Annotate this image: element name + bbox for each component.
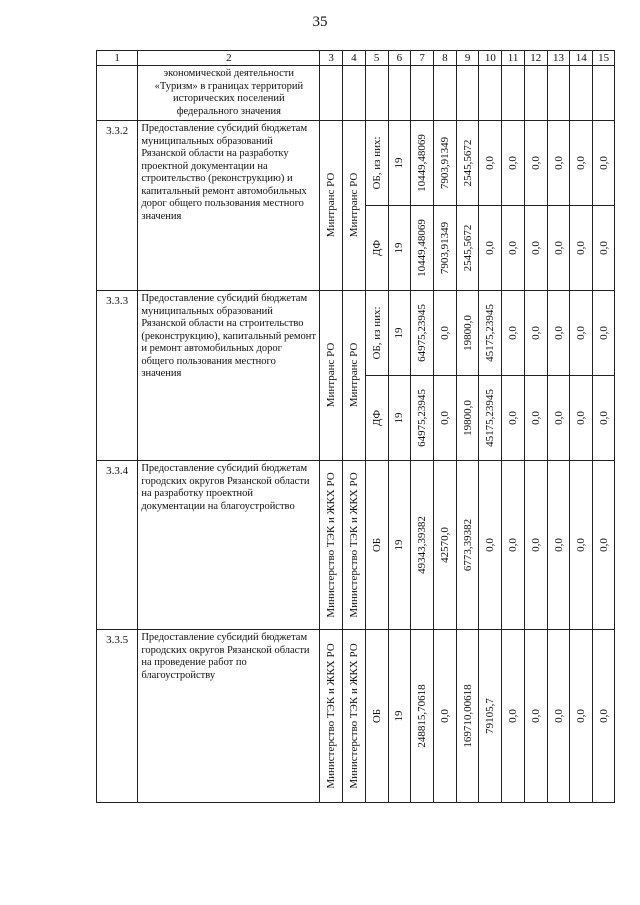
cell-c10 xyxy=(479,206,502,291)
cell-c13 xyxy=(547,461,570,630)
cell-c14-text: 0,0 xyxy=(575,241,588,255)
header-col-6: 6 xyxy=(388,51,411,66)
cell-c11-text: 0,0 xyxy=(507,538,520,552)
cell-c8 xyxy=(433,121,456,206)
header-col-8: 8 xyxy=(433,51,456,66)
cell-c10 xyxy=(479,376,502,461)
continuation-cell xyxy=(593,66,615,121)
table-row xyxy=(97,461,615,630)
header-col-5: 5 xyxy=(365,51,388,66)
cell-c15 xyxy=(593,630,615,803)
cell-c8-text: 7903,91349 xyxy=(438,221,451,275)
row-description: Предоставление субсидий бюджетам городских округов Рязанской области на разработку проектной документации на благоустройство xyxy=(138,461,320,630)
cell-c11-text: 0,0 xyxy=(507,241,520,255)
continuation-cell xyxy=(343,66,366,121)
cell-c13-text: 0,0 xyxy=(552,156,565,170)
cell-c10 xyxy=(479,461,502,630)
cell-c14 xyxy=(570,376,593,461)
continuation-cell xyxy=(524,66,547,121)
cell-c12-text: 0,0 xyxy=(529,241,542,255)
row-description: Предоставление субсидий бюджетам муниципальных образований Рязанской области на разработку проектной документации на строительство (реконструкцию) и капитальный ремонт автомобильных дорог общего пользования местного значения xyxy=(138,121,320,291)
header-col-7: 7 xyxy=(411,51,434,66)
row-number: 3.3.3 xyxy=(97,291,138,461)
cell-c9 xyxy=(456,376,479,461)
cell-c12 xyxy=(524,291,547,376)
cell-c5 xyxy=(365,376,388,461)
continuation-cell xyxy=(411,66,434,121)
cell-c14-text: 0,0 xyxy=(575,538,588,552)
cell-c9-text: 2545,5672 xyxy=(461,224,474,272)
cell-c13 xyxy=(547,376,570,461)
cell-c9-text: 19800,0 xyxy=(461,400,474,436)
cell-c14 xyxy=(570,291,593,376)
header-col-12: 12 xyxy=(524,51,547,66)
cell-c15 xyxy=(593,291,615,376)
cell-c9-text: 6773,39382 xyxy=(461,518,474,572)
cell-c6 xyxy=(388,630,411,803)
executor-col3-text: Минтранс РО xyxy=(325,342,338,408)
header-col-15: 15 xyxy=(593,51,615,66)
cell-c8 xyxy=(433,206,456,291)
cell-c8-text: 0,0 xyxy=(438,709,451,723)
cell-c6-text: 19 xyxy=(393,327,406,339)
cell-c5-text: ОБ xyxy=(370,537,383,553)
header-col-11: 11 xyxy=(502,51,525,66)
cell-c7-text: 49343,39382 xyxy=(416,516,429,574)
cell-c8 xyxy=(433,376,456,461)
continuation-cell xyxy=(433,66,456,121)
header-col-4: 4 xyxy=(343,51,366,66)
cell-c9 xyxy=(456,121,479,206)
cell-c5 xyxy=(365,206,388,291)
cell-c14 xyxy=(570,630,593,803)
cell-c7 xyxy=(411,121,434,206)
header-col-9: 9 xyxy=(456,51,479,66)
cell-c7 xyxy=(411,206,434,291)
header-col-2: 2 xyxy=(138,51,320,66)
executor-col3 xyxy=(320,461,343,630)
cell-c11 xyxy=(502,376,525,461)
cell-c9 xyxy=(456,461,479,630)
cell-c15-text: 0,0 xyxy=(597,411,610,425)
cell-c7-text: 64975,23945 xyxy=(416,389,429,447)
cell-c6-text: 19 xyxy=(393,539,406,551)
cell-c7 xyxy=(411,630,434,803)
executor-col4 xyxy=(343,291,366,461)
cell-c6-text: 19 xyxy=(393,157,406,169)
continuation-cell xyxy=(320,66,343,121)
header-col-1: 1 xyxy=(97,51,138,66)
cell-c7-text: 64975,23945 xyxy=(416,304,429,362)
executor-col3-text: Министерство ТЭК и ЖКХ РО xyxy=(325,643,338,789)
executor-col4-text: Минтранс РО xyxy=(347,172,360,238)
continuation-cell xyxy=(388,66,411,121)
row-description: Предоставление субсидий бюджетам городских округов Рязанской области на проведение работ по благоустройству xyxy=(138,630,320,803)
cell-c7 xyxy=(411,291,434,376)
cell-c15-text: 0,0 xyxy=(597,241,610,255)
cell-c13-text: 0,0 xyxy=(552,326,565,340)
cell-c11 xyxy=(502,206,525,291)
executor-col4-text: Министерство ТЭК и ЖКХ РО xyxy=(347,643,360,789)
cell-c13 xyxy=(547,206,570,291)
table-row xyxy=(97,121,615,206)
cell-c10-text: 79105,7 xyxy=(484,698,497,734)
row-description: Предоставление субсидий бюджетам муниципальных образований Рязанской области на строительство (реконструкцию), капитальный ремонт и ремонт автомобильных дорог общего пользования местного значения xyxy=(138,291,320,461)
cell-c15 xyxy=(593,376,615,461)
cell-c8-text: 42570,0 xyxy=(438,527,451,563)
cell-c14-text: 0,0 xyxy=(575,411,588,425)
cell-c10 xyxy=(479,630,502,803)
executor-col4 xyxy=(343,461,366,630)
header-row xyxy=(97,51,615,66)
row-number: 3.3.4 xyxy=(97,461,138,630)
cell-c13-text: 0,0 xyxy=(552,241,565,255)
cell-c6-text: 19 xyxy=(393,242,406,254)
continuation-cell xyxy=(479,66,502,121)
continuation-cell xyxy=(456,66,479,121)
cell-c5-text: ОБ, из них: xyxy=(370,136,383,190)
cell-c11 xyxy=(502,630,525,803)
cell-c14-text: 0,0 xyxy=(575,326,588,340)
cell-c13 xyxy=(547,121,570,206)
cell-c5 xyxy=(365,630,388,803)
cell-c7-text: 10449,48069 xyxy=(416,219,429,277)
cell-c13 xyxy=(547,291,570,376)
cell-c5-text: ОБ, из них: xyxy=(370,306,383,360)
cell-c10-text: 45175,23945 xyxy=(484,389,497,447)
cell-c9 xyxy=(456,206,479,291)
cell-c11-text: 0,0 xyxy=(507,326,520,340)
cell-c6 xyxy=(388,376,411,461)
executor-col4 xyxy=(343,630,366,803)
cell-c9 xyxy=(456,630,479,803)
table-row xyxy=(97,630,615,803)
cell-c12 xyxy=(524,461,547,630)
cell-c12-text: 0,0 xyxy=(529,411,542,425)
cell-c13-text: 0,0 xyxy=(552,538,565,552)
cell-c11 xyxy=(502,461,525,630)
continuation-cell xyxy=(547,66,570,121)
continuation-row xyxy=(97,66,615,121)
cell-c7 xyxy=(411,461,434,630)
continuation-cell xyxy=(502,66,525,121)
cell-c10 xyxy=(479,121,502,206)
cell-c5-text: ОБ xyxy=(370,708,383,724)
cell-c14 xyxy=(570,206,593,291)
cell-c12 xyxy=(524,206,547,291)
cell-c8-text: 0,0 xyxy=(438,326,451,340)
continuation-cell xyxy=(365,66,388,121)
cell-c15 xyxy=(593,121,615,206)
cell-c7-text: 10449,48069 xyxy=(416,134,429,192)
cell-c9-text: 19800,0 xyxy=(461,315,474,351)
cell-c14-text: 0,0 xyxy=(575,156,588,170)
executor-col3 xyxy=(320,121,343,291)
cell-c14-text: 0,0 xyxy=(575,709,588,723)
cell-c13-text: 0,0 xyxy=(552,709,565,723)
cell-c10-text: 45175,23945 xyxy=(484,304,497,362)
row-number: 3.3.5 xyxy=(97,630,138,803)
cell-c8-text: 0,0 xyxy=(438,411,451,425)
continuation-num xyxy=(97,66,138,121)
cell-c6-text: 19 xyxy=(393,412,406,424)
cell-c6-text: 19 xyxy=(393,710,406,722)
cell-c15-text: 0,0 xyxy=(597,326,610,340)
cell-c6 xyxy=(388,461,411,630)
cell-c8 xyxy=(433,461,456,630)
cell-c13-text: 0,0 xyxy=(552,411,565,425)
cell-c11 xyxy=(502,291,525,376)
cell-c14 xyxy=(570,121,593,206)
cell-c13 xyxy=(547,630,570,803)
cell-c5-text: ДФ xyxy=(370,239,383,257)
cell-c9-text: 169710,00618 xyxy=(461,684,474,748)
cell-c8 xyxy=(433,291,456,376)
cell-c7-text: 248815,70618 xyxy=(416,684,429,748)
executor-col3-text: Минтранс РО xyxy=(325,172,338,238)
executor-col3 xyxy=(320,291,343,461)
cell-c6 xyxy=(388,291,411,376)
cell-c5 xyxy=(365,121,388,206)
header-col-10: 10 xyxy=(479,51,502,66)
continuation-text: экономической деятельности «Туризм» в границах территорий исторических поселений федерального значения xyxy=(138,66,320,121)
cell-c11-text: 0,0 xyxy=(507,709,520,723)
cell-c12 xyxy=(524,376,547,461)
cell-c10 xyxy=(479,291,502,376)
cell-c12-text: 0,0 xyxy=(529,709,542,723)
row-number: 3.3.2 xyxy=(97,121,138,291)
cell-c10-text: 0,0 xyxy=(484,156,497,170)
cell-c12-text: 0,0 xyxy=(529,538,542,552)
cell-c11 xyxy=(502,121,525,206)
cell-c11-text: 0,0 xyxy=(507,156,520,170)
cell-c12 xyxy=(524,121,547,206)
cell-c6 xyxy=(388,121,411,206)
cell-c11-text: 0,0 xyxy=(507,411,520,425)
continuation-cell xyxy=(570,66,593,121)
cell-c8 xyxy=(433,630,456,803)
cell-c14 xyxy=(570,461,593,630)
executor-col4 xyxy=(343,121,366,291)
executor-col3 xyxy=(320,630,343,803)
cell-c5 xyxy=(365,291,388,376)
budget-table xyxy=(96,50,615,803)
cell-c12 xyxy=(524,630,547,803)
table-row xyxy=(97,291,615,376)
executor-col3-text: Министерство ТЭК и ЖКХ РО xyxy=(325,472,338,618)
cell-c9 xyxy=(456,291,479,376)
cell-c7 xyxy=(411,376,434,461)
cell-c9-text: 2545,5672 xyxy=(461,139,474,187)
cell-c10-text: 0,0 xyxy=(484,538,497,552)
cell-c15-text: 0,0 xyxy=(597,156,610,170)
cell-c8-text: 7903,91349 xyxy=(438,136,451,190)
header-col-3: 3 xyxy=(320,51,343,66)
cell-c5 xyxy=(365,461,388,630)
executor-col4-text: Минтранс РО xyxy=(347,342,360,408)
cell-c15-text: 0,0 xyxy=(597,538,610,552)
header-col-14: 14 xyxy=(570,51,593,66)
header-col-13: 13 xyxy=(547,51,570,66)
cell-c6 xyxy=(388,206,411,291)
executor-col4-text: Министерство ТЭК и ЖКХ РО xyxy=(347,472,360,618)
cell-c12-text: 0,0 xyxy=(529,156,542,170)
cell-c15-text: 0,0 xyxy=(597,709,610,723)
cell-c15 xyxy=(593,461,615,630)
cell-c10-text: 0,0 xyxy=(484,241,497,255)
cell-c12-text: 0,0 xyxy=(529,326,542,340)
cell-c15 xyxy=(593,206,615,291)
page-number: 35 xyxy=(312,14,328,30)
cell-c5-text: ДФ xyxy=(370,409,383,427)
